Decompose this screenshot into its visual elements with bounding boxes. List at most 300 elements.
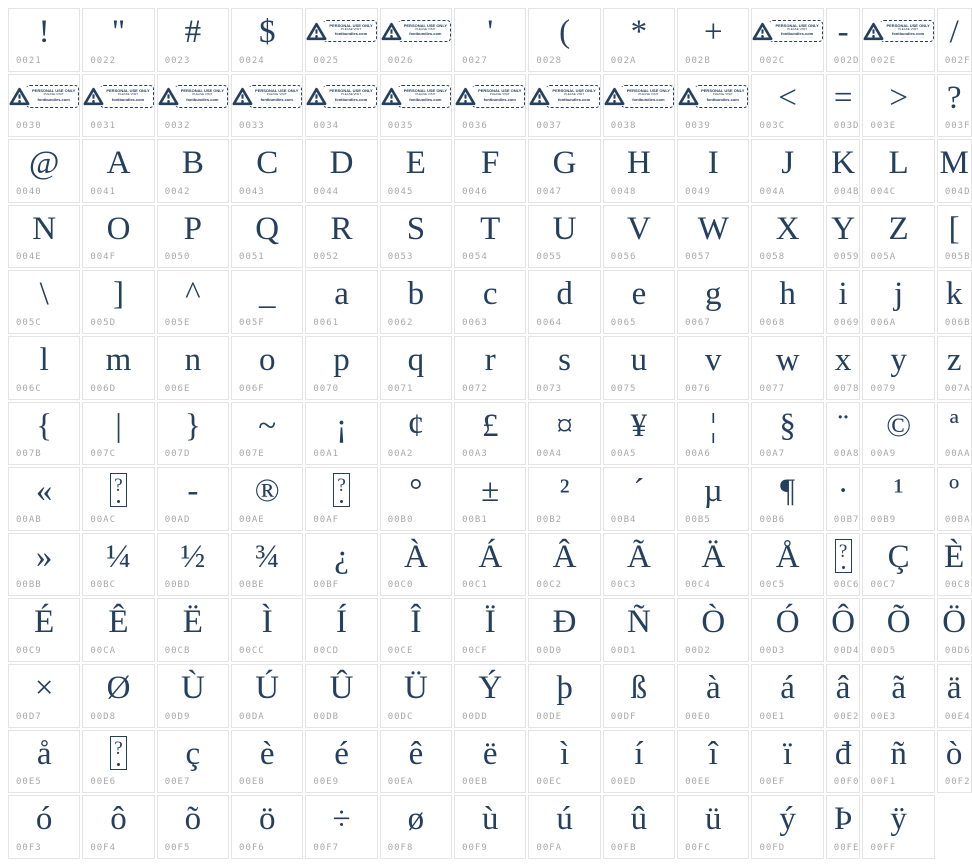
codepoint-label: 007D [164,449,191,460]
glyph-character: F [481,145,500,182]
glyph-cell [305,139,377,203]
glyph-cell [231,664,303,728]
glyph-character: È [944,538,965,575]
glyph-character: > [889,79,908,116]
glyph-cell [603,139,675,203]
codepoint-label: 00CF [462,645,488,656]
codepoint-label: 006B [944,317,971,328]
glyph-character: û [630,801,648,838]
glyph-cell [231,8,303,72]
codepoint-label: 00FC [685,842,711,853]
glyph-character: à [705,669,721,706]
codepoint-label: 00A5 [610,449,637,460]
glyph-character: { [36,407,53,444]
codepoint-label: 007A [944,383,971,394]
glyph-cell [8,795,80,859]
glyph-character: l [39,341,49,378]
codepoint-label: 00C1 [462,580,488,591]
codepoint-label: 00BB [16,580,42,591]
glyph-cell [305,598,377,662]
glyph-character: O [106,210,131,247]
glyph-character: Å [775,538,800,575]
glyph-cell [603,74,675,138]
glyph-character: K [831,145,856,182]
badge-title: PERSONAL USE ONLY [626,88,671,94]
warning-triangle-icon [529,87,550,106]
notdef-question-mark: ? [337,475,346,497]
glyph-cell [454,139,526,203]
glyph-character: ¹ [893,473,904,510]
codepoint-label: 005E [164,317,191,328]
glyph-character: p [333,341,350,378]
glyph-cell [454,270,526,334]
badge-url: fontbundles.com [892,31,925,37]
codepoint-label: 00A3 [462,449,488,460]
warning-triangle-icon [381,87,402,106]
glyph-character: ¨ [837,407,849,444]
codepoint-label: 005A [870,252,897,263]
restricted-glyph [529,75,599,119]
codepoint-label: 002F [944,55,971,66]
codepoint-label: 00A8 [833,449,860,460]
codepoint-label: 00D0 [536,645,563,656]
codepoint-label: 0026 [387,55,414,66]
codepoint-label: 00F1 [870,777,897,788]
glyph-cell [528,402,600,466]
glyph-character: V [627,210,651,247]
badge-subtitle: PLEASE VISIT [43,92,64,97]
codepoint-label: 003D [833,121,860,132]
badge-text [769,20,822,43]
glyph-character: I [707,145,719,182]
codepoint-label: 004B [833,186,860,197]
glyph-character: Ç [887,538,910,575]
badge-url: fontbundles.com [632,96,665,102]
codepoint-label: 006A [870,317,897,328]
glyph-character: } [184,407,201,444]
codepoint-label: 00C3 [610,580,637,591]
glyph-character: ü [705,801,722,838]
codepoint-label: 00D2 [685,645,711,656]
glyph-cell [862,74,934,138]
badge-url: fontbundles.com [334,31,368,37]
codepoint-label: 00A4 [536,449,563,460]
codepoint-label: 0059 [833,252,860,263]
glyph-character: m [105,341,132,378]
glyph-character: ? [946,79,962,116]
personal-use-badge [158,85,228,108]
glyph-cell [603,402,675,466]
glyph-character: Ú [255,669,280,706]
glyph-cell [305,730,377,794]
notdef-question-mark: ? [114,737,123,759]
glyph-character: Ù [180,669,205,706]
codepoint-label: 0038 [610,121,637,132]
glyph-cell [82,8,154,72]
glyph-cell [8,467,80,531]
glyph-cell [454,533,526,597]
personal-use-badge [306,85,376,108]
codepoint-label: 00BF [313,580,340,591]
glyph-cell [8,664,80,728]
glyph-character: Z [888,210,909,247]
codepoint-label: 00E2 [833,711,860,722]
codepoint-label: 00B6 [759,514,786,525]
codepoint-label: 00D1 [610,645,637,656]
codepoint-label: 002E [870,55,897,66]
glyph-character: a [334,276,349,313]
codepoint-label: 00AE [239,514,265,525]
badge-text [249,85,302,108]
glyph-cell [82,139,154,203]
glyph-character: Ä [701,538,726,575]
glyph-character: £ [481,407,499,444]
glyph-cell [751,336,823,400]
glyph-character: á [780,669,795,706]
glyph-cell [454,336,526,400]
glyph-cell [677,467,749,531]
glyph-cell [231,270,303,334]
glyph-cell [862,795,934,859]
codepoint-label: 00AA [944,449,971,460]
glyph-character: ÷ [332,801,351,838]
glyph-cell [305,795,377,859]
glyph-cell [826,730,861,794]
glyph-cell [380,139,452,203]
glyph-cell [157,139,229,203]
glyph-cell [751,664,823,728]
glyph-character: + [703,14,723,50]
glyph-cell [380,8,452,72]
glyph-cell [305,74,377,138]
badge-title: PERSONAL USE ONLY [329,22,373,28]
glyph-character: * [630,14,648,50]
codepoint-label: 00E3 [870,711,897,722]
notdef-box [110,473,127,507]
badge-subtitle: PLEASE VISIT [638,92,659,97]
badge-text [100,85,153,108]
glyph-cell [677,664,749,728]
codepoint-label: 00CE [387,645,414,656]
codepoint-label: 00B1 [462,514,488,525]
glyph-character: u [630,341,648,378]
badge-fineprint: ··· ·· ···· ····· ··· ···· [892,36,924,40]
badge-title: PERSONAL USE ONLY [403,88,448,94]
glyph-character: @ [28,145,60,182]
restricted-glyph [232,75,302,119]
codepoint-label: 00CC [239,645,265,656]
badge-title: PERSONAL USE ONLY [106,88,150,94]
glyph-cell [937,533,972,597]
glyph-cell [862,205,934,269]
glyph-character: B [181,145,204,182]
glyph-character: ¥ [630,407,648,444]
glyph-cell [603,664,675,728]
glyph-cell [82,270,154,334]
personal-use-badge [232,85,302,108]
glyph-character: å [36,735,52,772]
codepoint-label: 0039 [685,121,711,132]
codepoint-label: 00B7 [833,514,860,525]
glyph-character: Y [831,210,856,247]
glyph-character: x [834,341,852,378]
glyph-cell [380,270,452,334]
glyph-character: è [259,735,275,772]
glyph-cell [8,336,80,400]
restricted-glyph [306,9,376,53]
codepoint-label: 00D7 [16,711,42,722]
glyph-cell [380,467,452,531]
glyph-cell [528,74,600,138]
codepoint-label: 006E [164,383,191,394]
glyph-character: j [894,276,904,313]
glyph-character: ^ [185,276,201,313]
glyph-cell [751,402,823,466]
personal-use-badge [455,85,525,108]
glyph-cell [528,205,600,269]
glyph-cell [454,205,526,269]
glyph-character: h [779,276,796,313]
glyph-character: ~ [258,407,277,444]
glyph-cell [8,74,80,138]
glyph-character: R [330,210,353,247]
glyph-character: ] [113,276,125,313]
glyph-cell [528,336,600,400]
badge-url: fontbundles.com [780,31,814,37]
glyph-character: ± [481,473,500,510]
glyph-cell [677,533,749,597]
glyph-character: Ð [552,604,577,641]
glyph-cell [231,598,303,662]
glyph-cell [82,730,154,794]
glyph-cell [305,205,377,269]
codepoint-label: 00B5 [685,514,711,525]
codepoint-label: 005C [16,317,42,328]
glyph-character: = [833,79,853,116]
codepoint-label: 0075 [610,383,637,394]
glyph-character: ë [482,735,498,772]
glyph-cell [157,205,229,269]
glyph-cell [603,336,675,400]
codepoint-label: 0045 [387,186,414,197]
codepoint-label: 0040 [16,186,42,197]
glyph-character: Ö [942,604,967,641]
missing-glyph [83,468,153,512]
missing-glyph [827,534,860,578]
glyph-character: Õ [886,604,911,641]
codepoint-label: 0034 [313,121,340,132]
restricted-glyph [381,9,451,53]
restricted-glyph [83,75,153,119]
codepoint-label: 007B [16,449,42,460]
codepoint-label: 0062 [387,317,414,328]
glyph-character: © [886,407,912,444]
glyph-cell [82,533,154,597]
codepoint-label: 0048 [610,186,637,197]
badge-fineprint: ··· ·· ···· ····· ··· ···· [632,101,665,105]
glyph-cell [751,795,823,859]
badge-subtitle: PLEASE VISIT [415,26,436,31]
missing-glyph [306,468,376,512]
codepoint-label: 00F2 [944,777,971,788]
codepoint-label: 004A [759,186,786,197]
glyph-cell [82,205,154,269]
glyph-character: e [631,276,647,313]
glyph-character: $ [258,14,276,50]
badge-url: fontbundles.com [186,96,219,102]
badge-text [323,20,376,43]
glyph-cell [937,74,972,138]
badge-title: PERSONAL USE ONLY [180,88,225,94]
glyph-character: À [403,538,428,575]
warning-triangle-icon [158,87,179,106]
glyph-cell [862,8,934,72]
glyph-cell [826,467,861,531]
codepoint-label: 00D5 [870,645,897,656]
glyph-cell [751,467,823,531]
glyph-character: ï [783,735,793,772]
codepoint-label: 006D [90,383,117,394]
glyph-cell [528,730,600,794]
glyph-character: q [407,341,425,378]
glyph-cell [454,8,526,72]
codepoint-label: 00B0 [387,514,414,525]
codepoint-label: 003C [759,121,786,132]
glyph-cell [82,336,154,400]
glyph-character: Ê [108,604,129,641]
glyph-character: N [32,210,57,247]
codepoint-label: 0046 [462,186,488,197]
glyph-cell [603,205,675,269]
codepoint-label: 00F5 [164,842,191,853]
glyph-character: ¡ [336,407,348,444]
glyph-character: i [838,276,848,313]
glyph-character: [ [948,210,960,247]
notdef-box [333,473,350,507]
glyph-cell [862,336,934,400]
glyph-character: ' [487,14,494,50]
glyph-cell [751,74,823,138]
codepoint-label: 003F [944,121,971,132]
codepoint-label: 00A2 [387,449,414,460]
glyph-character: d [556,276,573,313]
glyph-cell [751,205,823,269]
glyph-character: ¶ [780,473,796,510]
glyph-cell [157,8,229,72]
restricted-glyph [752,9,822,53]
glyph-cell [937,336,972,400]
glyph-character: _ [258,276,276,313]
badge-text [880,20,933,43]
codepoint-label: 0071 [387,383,414,394]
codepoint-label: 007E [239,449,265,460]
restricted-glyph [9,75,79,119]
personal-use-badge [381,85,451,108]
glyph-character: Â [552,538,577,575]
glyph-character: n [184,341,202,378]
badge-url: fontbundles.com [483,96,516,102]
glyph-cell [454,74,526,138]
glyph-character: D [329,145,354,182]
codepoint-label: 00DE [536,711,563,722]
glyph-cell [305,402,377,466]
badge-fineprint: ··· ·· ···· ····· ··· ···· [37,101,70,105]
glyph-character: b [407,276,425,313]
glyph-character: C [256,145,279,182]
codepoint-label: 0078 [833,383,860,394]
badge-text [546,85,599,108]
codepoint-label: 00FA [536,842,563,853]
badge-fineprint: ··· ·· ···· ····· ··· ···· [335,36,367,40]
glyph-character: k [945,276,963,313]
codepoint-label: 0064 [536,317,563,328]
warning-triangle-icon [83,87,104,106]
glyph-character: Þ [833,801,853,838]
glyph-character: Í [336,604,348,641]
glyph-cell [231,795,303,859]
notdef-dot [340,500,343,503]
glyph-cell [862,598,934,662]
glyph-character: ê [408,735,424,772]
codepoint-label: 00ED [610,777,637,788]
glyph-grid [8,8,971,859]
glyph-cell [82,795,154,859]
glyph-character: v [705,341,722,378]
notdef-question-mark: ? [114,475,123,497]
glyph-character: J [781,145,795,182]
codepoint-label: 002C [759,55,786,66]
codepoint-label: 00F8 [387,842,414,853]
codepoint-label: 00F9 [462,842,488,853]
codepoint-label: 002B [685,55,711,66]
glyph-character: Ü [403,669,428,706]
glyph-character: ¦ [709,407,717,444]
codepoint-label: 00E4 [944,711,971,722]
glyph-character: « [35,473,53,510]
codepoint-label: 00E6 [90,777,117,788]
glyph-cell [454,730,526,794]
restricted-glyph [381,75,451,119]
glyph-character: ® [254,473,280,510]
restricted-glyph [604,75,674,119]
codepoint-label: 0072 [462,383,488,394]
glyph-character: ì [559,735,570,772]
warning-triangle-icon [9,87,30,106]
codepoint-label: 0047 [536,186,563,197]
codepoint-label: 0052 [313,252,340,263]
glyph-cell [231,336,303,400]
codepoint-label: 00FD [759,842,786,853]
glyph-cell [528,139,600,203]
glyph-cell [157,467,229,531]
glyph-cell [305,664,377,728]
glyph-character: y [890,341,907,378]
glyph-cell [862,533,934,597]
codepoint-label: 002D [833,55,860,66]
badge-subtitle: PLEASE VISIT [787,26,808,31]
glyph-cell [826,795,861,859]
codepoint-label: 0021 [16,55,42,66]
codepoint-label: 0042 [164,186,191,197]
codepoint-label: 0077 [759,383,786,394]
badge-title: PERSONAL USE ONLY [32,88,76,94]
personal-use-badge [752,20,822,43]
glyph-cell [231,533,303,597]
badge-fineprint: ··· ·· ···· ····· ··· ···· [409,36,442,40]
glyph-cell [8,402,80,466]
badge-title: PERSONAL USE ONLY [329,88,373,94]
warning-triangle-icon [752,22,773,41]
